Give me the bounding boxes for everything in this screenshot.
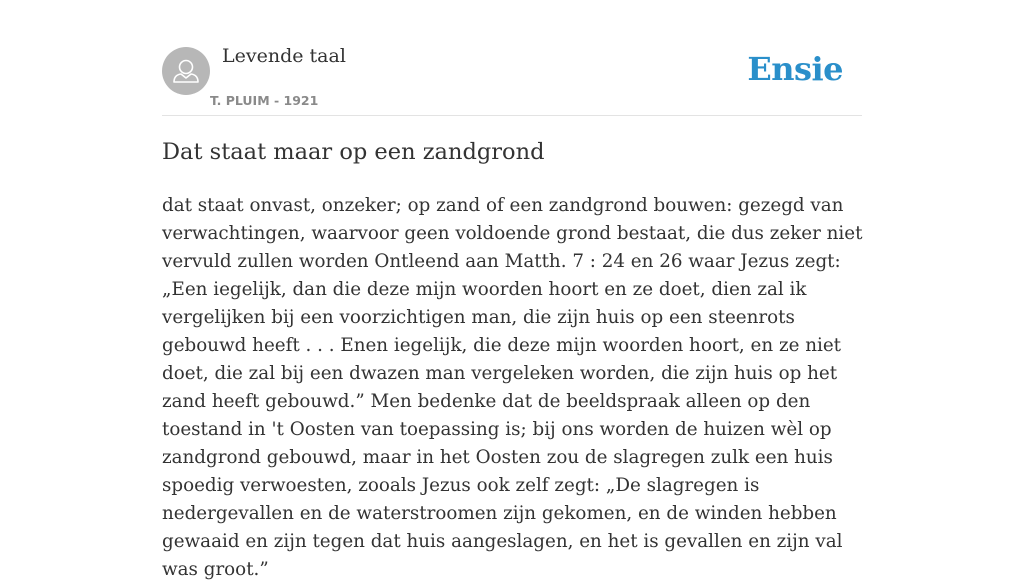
ensie-logo[interactable]: Ensie bbox=[747, 50, 843, 88]
article-body: dat staat onvast, onzeker; op zand of een zandgrond bouwen: gezegd van verwachtingen, waarvoor geen voldoende grond bestaat, die dus zeker niet vervuld zullen worden Ontleend aan Matth. 7 : 24 en 26 waar Jezus zegt: „Een iegelijk, dan die deze mijn woorden hoort en ze doet, dien zal ik vergelijken bij een voorzichtigen man, die zijn huis op een steenrots gebouwd heeft . . . Enen iegelijk, die deze mijn woorden hoort, en ze niet doet, die zal bij een dwazen man vergeleken worden, die zijn huis op het zand heeft gebouwd.” Men bedenke dat de beeldspraak alleen op den toestand in 't Oosten van toepassing is; bij ons worden de huizen wèl op zandgrond gebouwd, maar in het Oosten zou de slagregen zulk een huis spoedig verwoesten, zooals Jezus ook zelf zegt: „De slagregen is nedergevallen en de waterstroomen zijn gekomen, en de winden hebben gewaaid en zijn tegen dat huis aangeslagen, en het is gevallen en zijn val was groot.” bbox=[162, 195, 863, 580]
source-author-year: T. PLUIM - 1921 bbox=[210, 93, 319, 108]
source-avatar[interactable] bbox=[162, 47, 210, 95]
header-divider bbox=[162, 115, 862, 116]
person-icon bbox=[162, 47, 210, 95]
source-name[interactable]: Levende taal bbox=[222, 45, 346, 67]
article-title: Dat staat maar op een zandgrond bbox=[162, 139, 545, 165]
source-header bbox=[162, 0, 862, 116]
